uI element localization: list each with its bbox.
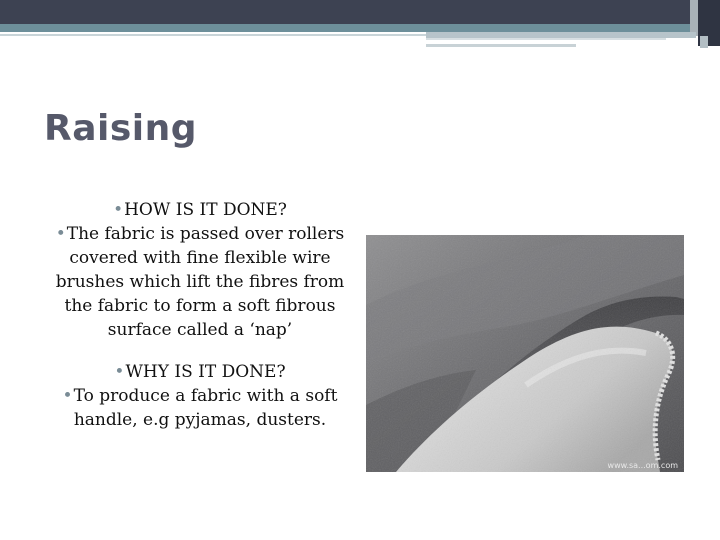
- why-heading: WHY IS IT DONE?: [125, 362, 286, 382]
- bullet: •: [113, 200, 124, 220]
- fleece-fabric-illustration: [366, 235, 684, 472]
- fleece-fabric-photo: [366, 235, 684, 472]
- header-rule-left: [0, 34, 426, 36]
- bullet: •: [55, 224, 66, 244]
- header-rule-right-short: [426, 44, 576, 47]
- header-rule-right-thin: [426, 38, 666, 40]
- slide-body: [44, 198, 356, 432]
- why-heading-line: [44, 360, 356, 384]
- bullet: •: [62, 386, 73, 406]
- photo-watermark: www.sa...om.com: [607, 461, 678, 470]
- how-text-line: [44, 222, 356, 342]
- header-small-square: [700, 36, 708, 48]
- header-band: [0, 0, 720, 24]
- how-text: The fabric is passed over rollers covered with fine flexible wire brushes which lift the fibres from the fabric to form a soft fibrous surface called a ‘nap’: [55, 224, 345, 340]
- bullet: •: [114, 362, 125, 382]
- header-accent-band: [0, 24, 720, 32]
- header-corner-block-light: [690, 0, 698, 36]
- how-heading: HOW IS IT DONE?: [124, 200, 287, 220]
- why-text-line: [44, 384, 356, 432]
- why-text: To produce a fabric with a soft handle, e.g pyjamas, dusters.: [73, 386, 338, 430]
- how-heading-line: [44, 198, 356, 222]
- slide-title: Raising: [44, 108, 198, 149]
